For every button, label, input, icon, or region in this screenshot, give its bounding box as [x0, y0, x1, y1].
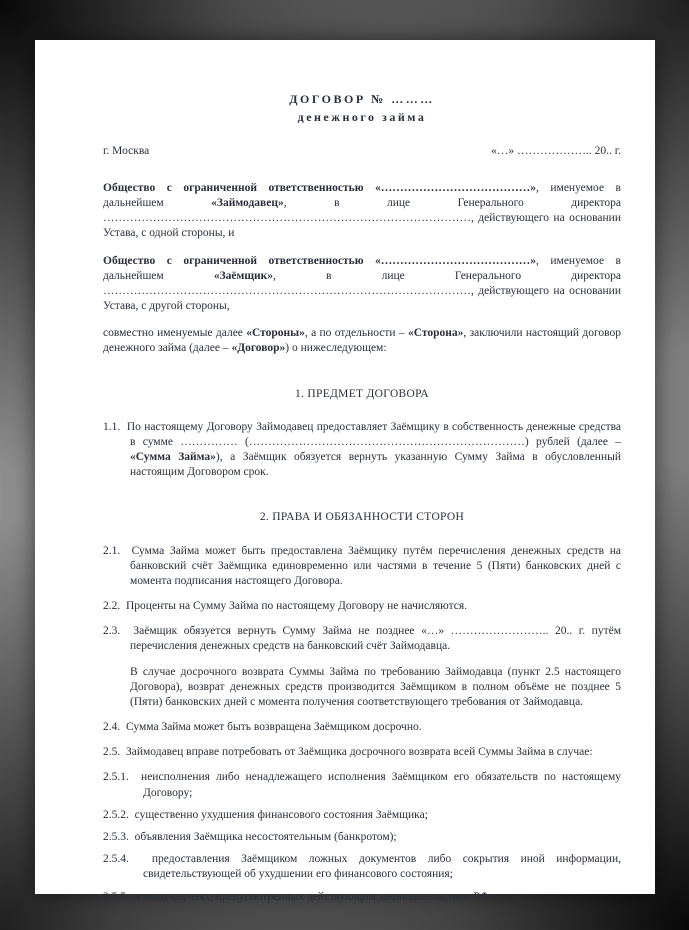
place-label: г. Москва: [103, 144, 150, 157]
clause-number: 2.3.: [103, 625, 121, 638]
clause-paragraph: 2.5. Займодавец вправе потребовать от Заёмщика досрочного возврата всей Суммы Займа в случае:: [103, 746, 593, 759]
section-heading: 1. ПРЕДМЕТ ДОГОВОРА: [295, 387, 429, 400]
paragraph: совместно именуемые далее «Стороны», а по отдельности – «Сторона», заключили настоящий договор денежного займа (далее – «Договор») о нижеследующем:: [103, 327, 622, 355]
document-flow: [103, 181, 621, 905]
document-title: [103, 92, 621, 126]
clause-paragraph: 2.2. Проценты на Сумму Займа по настоящему Договору не начисляются.: [103, 600, 468, 613]
clause-paragraph: 2.3. Заёмщик обязуется вернуть Сумму Займа не позднее «…» …………………….. 20.. г. путём перечисления денежных средств на банковский счёт Займодавца.: [103, 625, 621, 653]
paragraph: В случае досрочного возврата Суммы Займа по требованию Займодавца (пункт 2.5 настоящего Договора), возврат денежных средств производится Заёмщиком в полном объёме не позднее 5 (Пяти) банковских дней с момента получения соответствующего требования от Займодавца.: [130, 665, 621, 708]
clause-paragraph: 1.1. По настоящему Договору Займодавец предоставляет Заёмщику в собственность денежные средства в сумме …………… (………………………………………………………………) рублей (далее – «Сумма Займа»), а Заёмщик обязуется вернуть указанную Сумму Займа в обусловленный настоящим Договором срок.: [103, 420, 622, 479]
clause-number: 2.5.2.: [103, 808, 129, 821]
clause-paragraph: 2.5.2. существенно ухудшения финансового состояния Заёмщика;: [103, 808, 428, 821]
clause-number: 2.5.1.: [103, 771, 129, 784]
clause-number: 1.1.: [103, 420, 121, 433]
clause-number: 2.5.4.: [103, 853, 129, 866]
clause-number: 2.5.5.: [103, 890, 129, 903]
document-page: [35, 40, 655, 903]
clause-paragraph: 2.5.4. предоставления Заёмщиком ложных документов либо сокрытия иной информации, свидетельствующей об ухудшении его финансового состояния;: [103, 853, 621, 881]
clause-paragraph: 2.4. Сумма Займа может быть возвращена Заёмщиком досрочно.: [103, 721, 422, 734]
clause-paragraph: 2.5.5. в иных случаях, предусмотренных действующим законодательством РФ.: [103, 890, 492, 903]
clause-number: 2.5.3.: [103, 830, 129, 843]
document-title-line2: денежного займа: [297, 109, 427, 124]
clause-number: 2.1.: [103, 544, 121, 557]
paragraph: Общество с ограниченной ответственностью «…………………………………», именуемое в дальнейшем «Заёмщик», в лице Генерального директора ……………………………………………………………………………………, действующего на основании Устава, с другой стороны,: [103, 254, 621, 313]
paragraph: Общество с ограниченной ответственностью «…………………………………», именуемое в дальнейшем «Займодавец», в лице Генерального директора ……………………………………………………………………………………, действующего на основании Устава, с одной стороны, и: [103, 181, 621, 240]
section-heading: 2. ПРАВА И ОБЯЗАННОСТИ СТОРОН: [259, 511, 465, 524]
clause-number: 2.4.: [103, 721, 121, 734]
clause-paragraph: 2.5.1. неисполнения либо ненадлежащего исполнения Заёмщиком его обязательств по настоящему Договору;: [103, 771, 622, 799]
clause-number: 2.2.: [103, 600, 121, 613]
clause-paragraph: 2.5.3. объявления Заёмщика несостоятельным (банкротом);: [103, 830, 397, 843]
dateline: [103, 144, 621, 159]
date-placeholder: «…» ……………….. 20.. г.: [491, 144, 621, 157]
document-title-line1: ДОГОВОР № ………: [289, 92, 435, 106]
clause-paragraph: 2.1. Сумма Займа может быть предоставлена Заёмщику путём перечисления денежных средств на банковский счёт Заёмщика единовременно или частями в течение 5 (Пяти) банковских дней с момента подписания настоящего Договора.: [103, 544, 621, 587]
clause-number: 2.5.: [103, 746, 121, 759]
